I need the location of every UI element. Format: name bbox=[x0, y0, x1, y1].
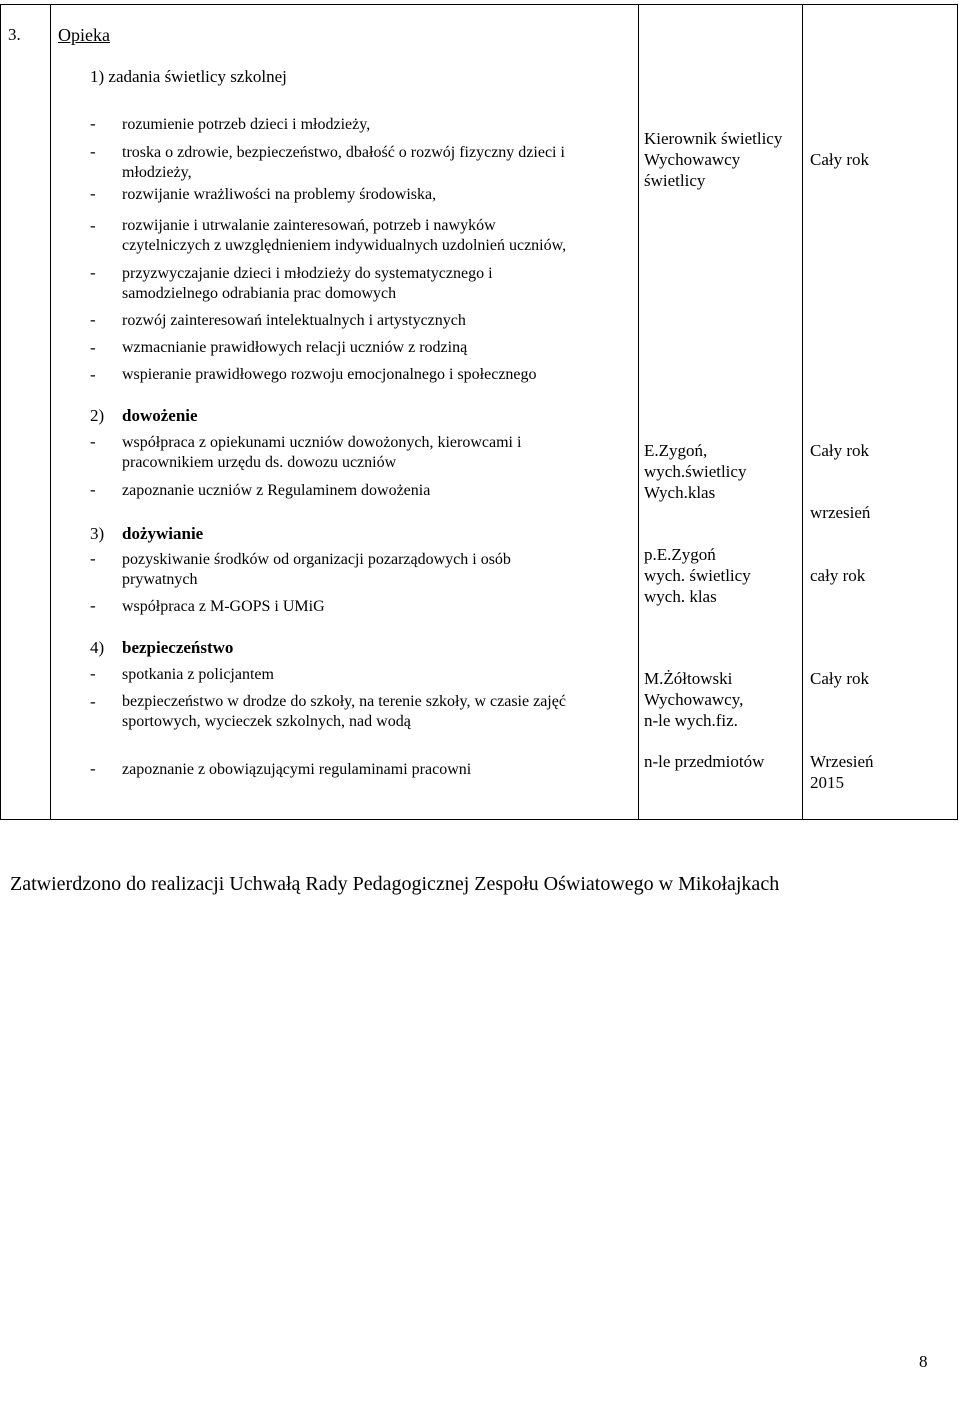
list-item: zapoznanie z obowiązującymi regulaminami pracowni bbox=[122, 761, 472, 778]
list-item: przyzwyczajanie dzieci i młodzieży do systematycznego i bbox=[122, 265, 493, 282]
block4-responsible-line: Wychowawcy, bbox=[644, 690, 744, 709]
column-divider-1 bbox=[50, 5, 51, 819]
approval-statement: Zatwierdzono do realizacji Uchwałą Rady Pedagogicznej Zespołu Oświatowego w Mikołajkach bbox=[10, 873, 780, 895]
list-item: troska o zdrowie, bezpieczeństwo, dbałość o rozwój fizyczny dzieci i bbox=[122, 144, 565, 161]
block4-heading: bezpieczeństwo bbox=[122, 638, 234, 657]
block1-responsible-line: Wychowawcy bbox=[644, 150, 741, 169]
block3-responsible-line: wych. klas bbox=[644, 587, 717, 606]
list-item: pracownikiem urzędu ds. dowozu uczniów bbox=[122, 454, 397, 471]
block4-responsible-line: M.Żółtowski bbox=[644, 669, 733, 688]
list-item: spotkania z policjantem bbox=[122, 666, 274, 683]
list-item: prywatnych bbox=[122, 571, 198, 588]
page-number: 8 bbox=[919, 1352, 928, 1371]
list-item: rozwijanie i utrwalanie zainteresowań, potrzeb i nawyków bbox=[122, 217, 496, 234]
list-dash: - bbox=[90, 338, 96, 357]
list-dash: - bbox=[90, 432, 96, 451]
column-divider-3 bbox=[802, 5, 803, 819]
list-item: współpraca z M-GOPS i UMiG bbox=[122, 598, 325, 615]
list-dash: - bbox=[90, 759, 96, 778]
block1-term: Cały rok bbox=[810, 150, 870, 169]
list-item: rozwój zainteresowań intelektualnych i artystycznych bbox=[122, 312, 466, 329]
list-dash: - bbox=[90, 664, 96, 683]
block3-number: 3) bbox=[90, 524, 105, 543]
column-divider-2 bbox=[638, 5, 639, 819]
block3-heading: dożywianie bbox=[122, 524, 204, 543]
list-dash: - bbox=[90, 596, 96, 615]
list-dash: - bbox=[90, 142, 96, 161]
block4-number: 4) bbox=[90, 638, 105, 657]
block3-responsible-line: p.E.Zygoń bbox=[644, 545, 716, 564]
list-item: wspieranie prawidłowego rozwoju emocjonalnego i społecznego bbox=[122, 366, 537, 383]
list-dash: - bbox=[90, 480, 96, 499]
list-item: pozyskiwanie środków od organizacji pozarządowych i osób bbox=[122, 551, 511, 568]
list-item: czytelniczych z uwzględnieniem indywidualnych uzdolnień uczniów, bbox=[122, 237, 567, 254]
list-dash: - bbox=[90, 114, 96, 133]
block4-term: Cały rok bbox=[810, 669, 870, 688]
block2-number: 2) bbox=[90, 406, 105, 425]
section-title: Opieka bbox=[58, 25, 110, 45]
section-number: 3. bbox=[8, 25, 21, 44]
list-dash: - bbox=[90, 365, 96, 384]
block1-responsible-line: świetlicy bbox=[644, 171, 706, 190]
block4-responsible-line: n-le wych.fiz. bbox=[644, 711, 738, 730]
list-dash: - bbox=[90, 692, 96, 711]
block4-term2-line: 2015 bbox=[810, 773, 844, 792]
block3-responsible-line: wych. świetlicy bbox=[644, 566, 751, 585]
block2-responsible-line: E.Zygoń, bbox=[644, 441, 708, 460]
list-item: młodzieży, bbox=[122, 164, 192, 181]
list-item: rozumienie potrzeb dzieci i młodzieży, bbox=[122, 116, 371, 133]
list-item: bezpieczeństwo w drodze do szkoły, na terenie szkoły, w czasie zajęć bbox=[122, 693, 566, 710]
list-dash: - bbox=[90, 549, 96, 568]
block2-responsible-line: Wych.klas bbox=[644, 483, 716, 502]
block1-responsible-line: Kierownik świetlicy bbox=[644, 129, 783, 148]
block4-term2-line: Wrzesień bbox=[810, 752, 874, 771]
block2-term: Cały rok bbox=[810, 441, 870, 460]
list-dash: - bbox=[90, 216, 96, 235]
block3-term: cały rok bbox=[810, 566, 866, 585]
list-item: zapoznanie uczniów z Regulaminem dowożenia bbox=[122, 482, 431, 499]
list-item: sportowych, wycieczek szkolnych, nad wodą bbox=[122, 713, 411, 730]
list-dash: - bbox=[90, 310, 96, 329]
list-item: wzmacnianie prawidłowych relacji uczniów z rodziną bbox=[122, 339, 468, 356]
block1-heading: 1) zadania świetlicy szkolnej bbox=[90, 67, 287, 86]
block2-responsible-line: wych.świetlicy bbox=[644, 462, 747, 481]
list-item: rozwijanie wrażliwości na problemy środowiska, bbox=[122, 186, 437, 203]
block2-term: wrzesień bbox=[810, 503, 871, 522]
list-item: samodzielnego odrabiania prac domowych bbox=[122, 285, 397, 302]
block2-heading: dowożenie bbox=[122, 406, 198, 425]
block4-responsible2: n-le przedmiotów bbox=[644, 752, 765, 771]
list-dash: - bbox=[90, 263, 96, 282]
list-dash: - bbox=[90, 184, 96, 203]
list-item: współpraca z opiekunami uczniów dowożonych, kierowcami i bbox=[122, 434, 522, 451]
